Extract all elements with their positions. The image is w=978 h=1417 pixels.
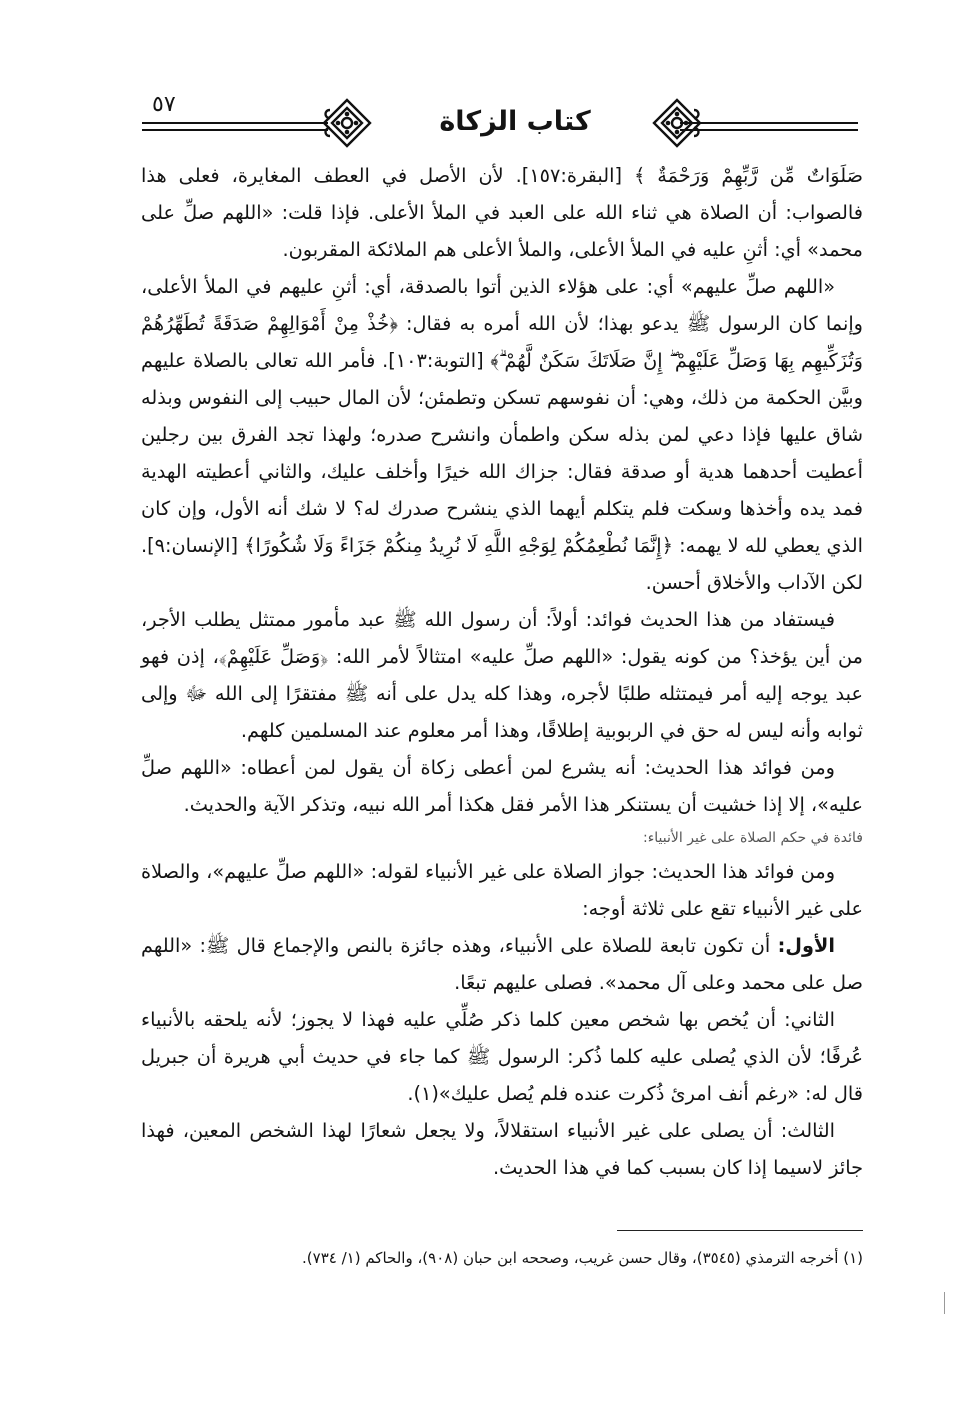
paragraph-dua-explanation: «اللهم صلِّ عليهم» أي: على هؤلاء الذين أتوا بالصدقة، أي: أثنِ عليهم في الملأ الأعلى، وإنما كان الرسول ﷺ يدعو بهذا؛ لأن الله أمره به فقال: ﴿خُذْ مِنْ أَمْوَالِهِمْ صَدَقَةً تُطَهِّرُهُمْ وَتُزَكِّيهِم بِهَا وَصَلِّ عَلَيْهِمْ ۖ إِنَّ صَلَاتَكَ سَكَنٌ لَّهُمْ ۗ﴾ [التوبة:١٠٣]. فأمر الله تعالى بالصلاة عليهم وبيَّن الحكمة من ذلك، وهي: أن نفوسهم تسكن وتطمئن؛ لأن المال حبيب إلى النفوس وبذله شاق عليها فإذا دعي لمن بذله سكن واطمأن وانشرح صدره؛ ولهذا تجد الفرق بين رجلين أعطيت أحدهما هدية أو صدقة فقال: جزاك الله خيرًا وأخلف عليك، والثاني أعطيته الهدية فمد يده وأخذها وسكت فلم يتكلم أيهما الذي ينشرح صدرك له؟ لا شك أنه الأول، وإن كان الذي يعطي لله لا يهمه: ﴿إِنَّمَا نُطْعِمُكُمْ لِوَجْهِ اللَّهِ لَا نُرِيدُ مِنكُمْ جَزَاءً وَلَا شُكُورًا﴾ [الإنسان:٩]. لكن الآداب والأخلاق أحسن. (141, 275, 863, 594)
point-second (141, 1001, 863, 1112)
point-third-lead: الثالث: (780, 1119, 835, 1142)
paragraph-benefits: فيستفاد من هذا الحديث فوائد: أولاً: أن رسول الله ﷺ عبد مأمور ممتثل يطلب الأجر، من أين يؤخذ؟ من كونه يقول: «اللهم صلِّ عليه» امتثالاً لأمر الله: ﴿وَصَلِّ عَلَيْهِمْ﴾، إذن فهو عبد يوجه إليه أمر فيمتثله طلبًا لأجره، وهذا كله يدل على أنه ﷺ مفتقرًا إلى الله ﷻ وإلى ثوابه وأنه ليس له حق في الربوبية إطلاقًا، وهذا أمر معلوم عند المسلمين كلهم. (141, 608, 863, 742)
running-title: كتاب الزكاة (439, 106, 591, 137)
point-first-lead: الأول: (777, 934, 835, 957)
point-first-text: أن تكون تابعة للصلاة على الأنبياء، وهذه جائزة بالنص والإجماع قال ﷺ: «اللهم صل على محمد وعلى آل محمد». فصلى عليهم تبعًا. (141, 934, 863, 994)
paragraph-non-prophets: ومن فوائد هذا الحديث: جواز الصلاة على غير الأنبياء لقوله: «اللهم صلِّ عليهم»، والصلاة على غير الأنبياء تقع على ثلاثة أوجه: (141, 860, 863, 920)
point-second-text: أن يُخص بها شخص معين كلما ذكر صُلِّي عليه فهذا لا يجوز؛ لأنه يلحقه بالأنبياء عُرفًا؛ لأن الذي يُصلى عليه كلما ذُكر: الرسول ﷺ كما جاء في حديث أبي هريرة أن جبريل قال له: «رغم أنف امرئ ذُكرت عنده فلم يُصل عليك»(١). (141, 1008, 863, 1105)
point-first (141, 927, 863, 1001)
point-third (141, 1112, 863, 1186)
footnote: (١) أخرجه الترمذي (٣٥٤٥)، وقال حسن غريب، وصححه ابن حبان (٩٠٨)، والحاكم (١/ ٧٣٤). (302, 1249, 863, 1267)
ornament-left-icon (320, 96, 374, 150)
header-rule-right (680, 122, 858, 131)
footnote-rule (617, 1230, 863, 1231)
running-header (142, 92, 858, 154)
page-number: ٥٧ (152, 92, 176, 117)
body-text (141, 157, 863, 1186)
point-second-lead: الثاني: (784, 1008, 835, 1031)
point-third-text: أن يصلى على غير الأنبياء استقلالاً، ولا يجعل شعارًا لهذا الشخص المعين، فهذا جائز لاسيما إذا كان بسبب كما في هذا الحديث. (141, 1119, 863, 1179)
header-rule-left (142, 122, 328, 131)
section-heading: فائدة في حكم الصلاة على غير الأنبياء: (642, 830, 863, 846)
margin-mark (944, 1292, 945, 1314)
paragraph-zakat-dua: ومن فوائد هذا الحديث: أنه يشرع لمن أعطى زكاة أن يقول لمن أعطاه: «اللهم صلِّ عليه»، إلا إذا خشيت أن يستنكر هذا الأمر فقل هكذا أمر الله نبيه، وتذكر الآية والحديث. (141, 756, 863, 816)
paragraph-quran-verse: صَلَوَاتٌ مِّن رَّبِّهِمْ وَرَحْمَةٌ ﴾ [البقرة:١٥٧]. لأن الأصل في العطف المغايرة، فعلى هذا فالصواب: أن الصلاة هي ثناء الله على العبد في الملأ الأعلى. فإذا قلت: «اللهم صلِّ على محمد» أي: أثنِ عليه في الملأ الأعلى، والملأ الأعلى هم الملائكة المقربون. (141, 164, 863, 261)
